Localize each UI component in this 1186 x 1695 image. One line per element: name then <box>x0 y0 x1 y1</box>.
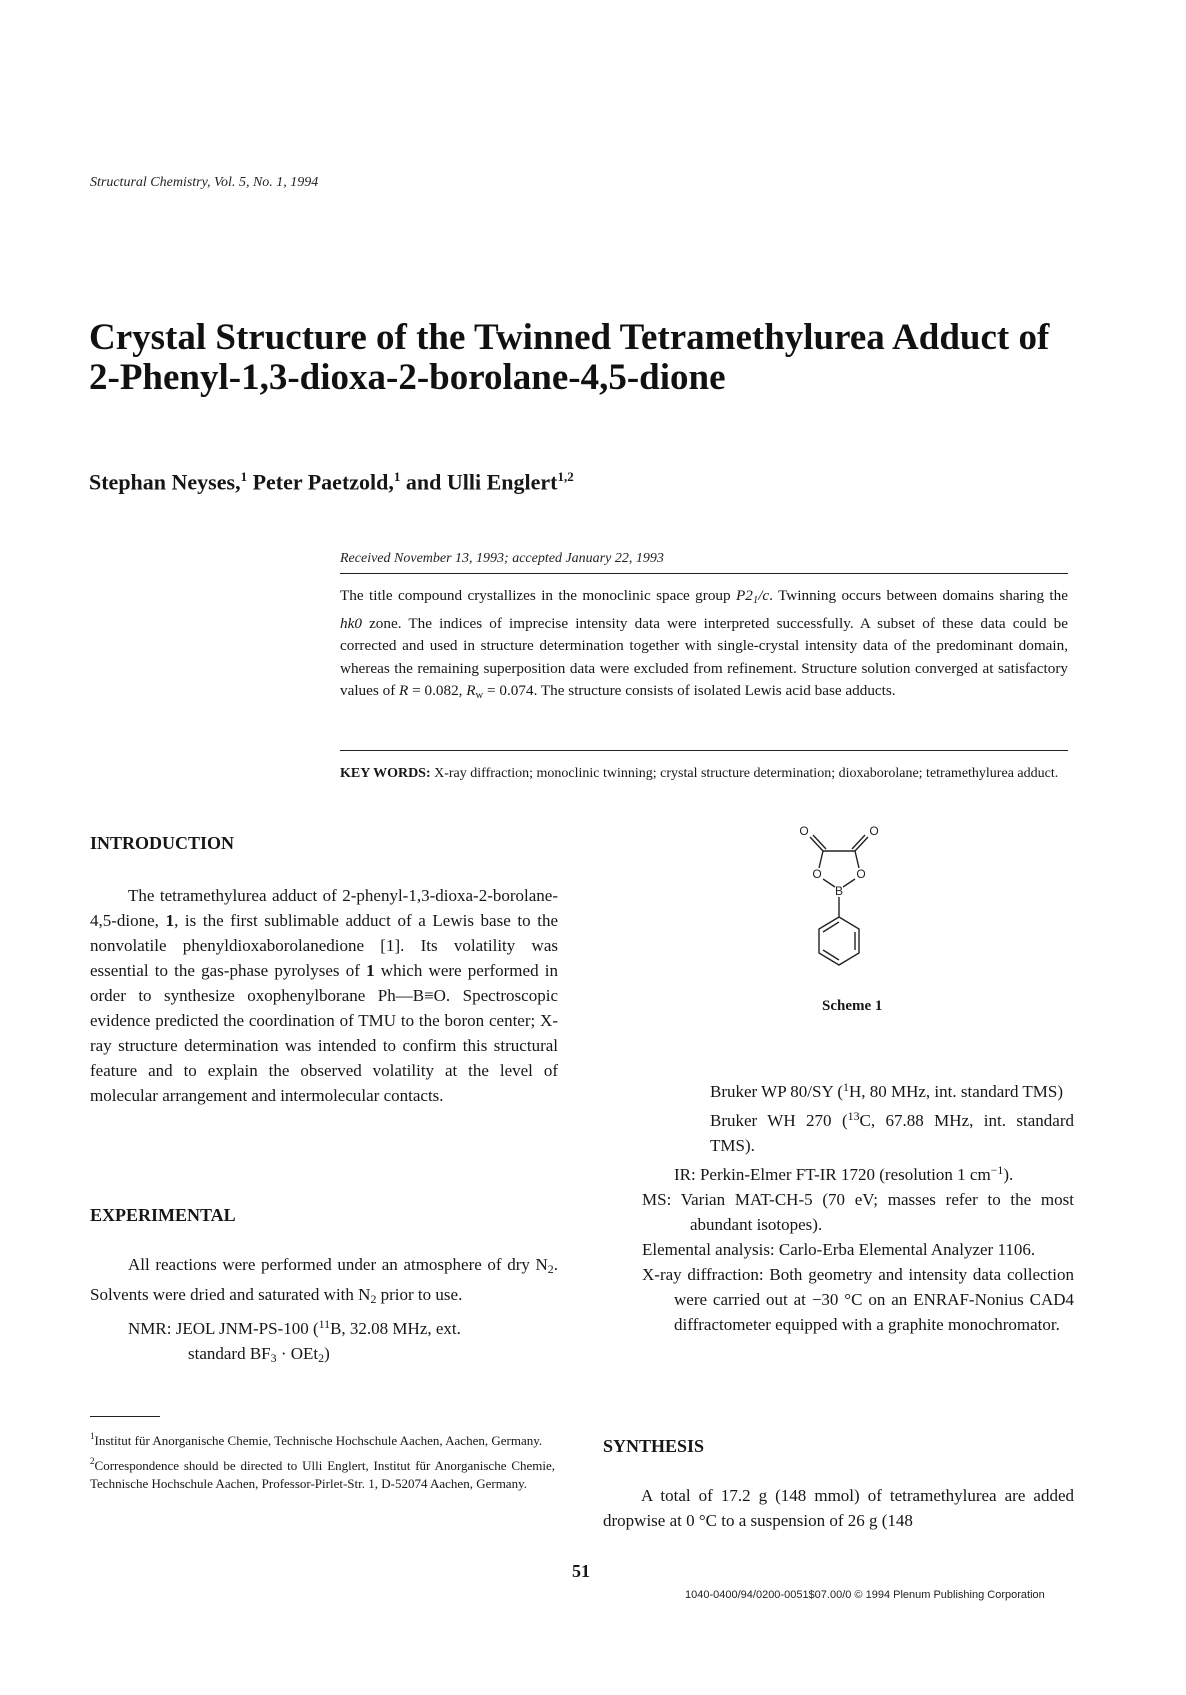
space-group-end: /c <box>758 587 770 604</box>
subscript: 2 <box>370 1292 377 1306</box>
ms-instrument: MS: Varian MAT-CH-5 (70 eV; masses refer to the most abundant isotopes). <box>642 1190 1074 1234</box>
synthesis-paragraph: A total of 17.2 g (148 mmol) of tetramethylurea are added dropwise at 0 °C to a suspension of 26 g (148 <box>603 1486 1074 1530</box>
molecule-bonds <box>810 835 868 965</box>
zone-label: hk0 <box>340 614 362 632</box>
instrument-text: ). <box>1003 1165 1014 1184</box>
exp-text: . Solvents were dried and saturated with N <box>90 1255 558 1304</box>
abstract-text: . Twinning occurs between domains sharing the <box>769 587 1068 604</box>
space-group-subscript: 1 <box>752 595 759 606</box>
journal-citation: Structural Chemistry, Vol. 5, No. 1, 1994 <box>90 175 319 190</box>
author-affiliation: 1,2 <box>557 469 574 484</box>
space-group: P2 <box>736 587 753 604</box>
atom-o-ring-right: O <box>856 867 866 881</box>
nmr-text: ) <box>324 1344 330 1363</box>
atom-o-ring-left: O <box>812 867 822 881</box>
introduction-body <box>90 883 558 1108</box>
experimental-paragraph <box>90 1252 558 1312</box>
instrument-list <box>642 1075 1074 1337</box>
subscript: 2 <box>318 1351 325 1365</box>
nmr-text: NMR: JEOL JNM-PS-100 ( <box>128 1319 319 1338</box>
title-line-1: Crystal Structure of the Twinned Tetramethylurea Adduct of <box>89 317 1050 358</box>
bruker-wh <box>642 1104 1074 1158</box>
abstract <box>340 585 1068 708</box>
elemental-analysis: Elemental analysis: Carlo-Erba Elemental Analyzer 1106. <box>642 1240 1036 1259</box>
abstract-text: The title compound crystallizes in the monoclinic space group <box>340 587 737 604</box>
atom-o-top-right: O <box>869 825 879 838</box>
nmr-line-2 <box>90 1341 558 1371</box>
phenyl-double-bond <box>823 950 839 960</box>
phenyl-ring <box>819 917 859 965</box>
abstract-top-rule <box>340 573 1068 574</box>
subscript: 2 <box>547 1262 554 1276</box>
author-name: and Ulli Englert <box>405 469 558 495</box>
title-line-2: 2-Phenyl-1,3-dioxa-2-borolane-4,5-dione <box>89 357 726 398</box>
copyright-line: 1040-0400/94/0200-0051$07.00/0 © 1994 Plenum Publishing Corporation <box>685 1589 1045 1601</box>
atom-boron: B <box>834 884 844 898</box>
intro-text: which were performed in order to synthesize oxophenylborane Ph—B≡O. Spectroscopic evidence predicted the coordination of TMU to the boron center; X-ray structure determination was intended to confirm this structural feature and to explain the observed volatility at the level of molecular arrangement and intermolecular contacts. <box>90 961 558 1105</box>
experimental-body <box>90 1252 558 1371</box>
introduction-paragraph <box>90 883 558 1108</box>
author-affiliation: 1 <box>393 469 401 484</box>
author-affiliation: 1 <box>240 469 248 484</box>
instrument-text: Bruker WH 270 ( <box>710 1111 848 1130</box>
scheme-caption: Scheme 1 <box>822 998 883 1014</box>
synthesis-heading: SYNTHESIS <box>603 1436 705 1456</box>
scheme-1-structure <box>790 825 900 995</box>
synthesis-body <box>603 1483 1074 1533</box>
xray-instrument: X-ray diffraction: Both geometry and intensity data collection were carried out at −30 °C on an ENRAF-Nonius CAD4 diffractometer equipped with a graphite monochromator. <box>642 1265 1074 1334</box>
instrument-text: C, 67.88 MHz, int. standard TMS). <box>710 1111 1074 1155</box>
exp-text: prior to use. <box>376 1285 463 1304</box>
nmr-line-1 <box>90 1312 558 1341</box>
author-name: Peter Paetzold, <box>252 469 394 495</box>
r-value: = 0.082, <box>408 682 467 699</box>
page-number: 51 <box>572 1561 590 1581</box>
footnote-text: Correspondence should be directed to Ulli Englert, Institut für Anorganische Chemie, Technische Hochschule Aachen, Professor-Pirlet-Str. 1, D-52074 Aachen, Germany. <box>90 1458 555 1491</box>
nmr-text: · OEt <box>276 1344 319 1363</box>
atom-o-top-left: O <box>799 825 809 838</box>
exp-text: All reactions were performed under an atmosphere of dry N <box>128 1255 548 1274</box>
experimental-heading: EXPERIMENTAL <box>90 1205 236 1225</box>
c-o-bond-right <box>855 851 859 868</box>
keywords-label: KEY WORDS: <box>340 766 431 781</box>
superscript: 11 <box>318 1317 331 1331</box>
superscript: 13 <box>847 1109 860 1123</box>
paper-title <box>89 318 1089 398</box>
rw-subscript: w <box>475 690 484 701</box>
o-b-bond-right <box>843 879 855 887</box>
author-list <box>89 469 574 495</box>
received-dates: Received November 13, 1993; accepted January 22, 1993 <box>340 551 664 566</box>
o-b-bond-left <box>823 879 835 887</box>
phenyl-double-bond <box>823 922 839 932</box>
bruker-wp <box>642 1075 1074 1104</box>
nmr-text: standard BF <box>188 1344 271 1363</box>
rw-label: R <box>466 682 476 699</box>
keywords-text: X-ray diffraction; monoclinic twinning; crystal structure determination; dioxaborolane; tetramethylurea adduct. <box>430 766 1059 781</box>
rw-value: = 0.074. The structure consists of isolated Lewis acid base adducts. <box>483 682 896 699</box>
footnote-text: Institut für Anorganische Chemie, Technische Hochschule Aachen, Aachen, Germany. <box>94 1433 543 1448</box>
abstract-text: zone. The indices of imprecise intensity data were interpreted successfully. A subset of these data could be corrected and used in structure determination together with single-crystal intensity data of the predominant domain, whereas the remaining superposition data were excluded from refinement. Structure solution converged at satisfactory values of <box>340 614 1068 699</box>
footnotes <box>90 1427 555 1495</box>
compound-number: 1 <box>366 961 375 980</box>
introduction-heading: INTRODUCTION <box>90 833 235 853</box>
subscript: 3 <box>270 1351 277 1365</box>
footnote-rule <box>90 1416 160 1417</box>
r-label: R <box>399 682 409 699</box>
ir-instrument <box>674 1158 1074 1187</box>
c-o-bond-left <box>819 851 823 868</box>
intro-text: The tetramethylurea adduct of 2-phenyl-1,3-dioxa-2-borolane-4,5-dione, <box>90 886 558 930</box>
nmr-text: B, 32.08 MHz, ext. <box>330 1319 461 1338</box>
footnote-mark: 1 <box>90 1431 95 1441</box>
abstract-bottom-rule <box>340 750 1068 751</box>
superscript: −1 <box>990 1163 1004 1177</box>
author-name: Stephan Neyses, <box>89 469 241 495</box>
keywords <box>340 764 1068 783</box>
footnote-2 <box>90 1452 555 1493</box>
instrument-text: IR: Perkin-Elmer FT-IR 1720 (resolution 1 cm <box>674 1165 991 1184</box>
compound-number: 1 <box>165 911 175 930</box>
instrument-text: H, 80 MHz, int. standard TMS) <box>848 1082 1064 1101</box>
footnote-mark: 2 <box>90 1456 95 1466</box>
intro-text: , is the first sublimable adduct of a Lewis base to the nonvolatile phenyldioxaborolanedione [1]. Its volatility was essential to the gas-phase pyrolyses of <box>90 911 558 980</box>
instrument-text: Bruker WP 80/SY ( <box>710 1082 844 1101</box>
footnote-1 <box>90 1427 555 1450</box>
superscript: 1 <box>843 1080 849 1094</box>
